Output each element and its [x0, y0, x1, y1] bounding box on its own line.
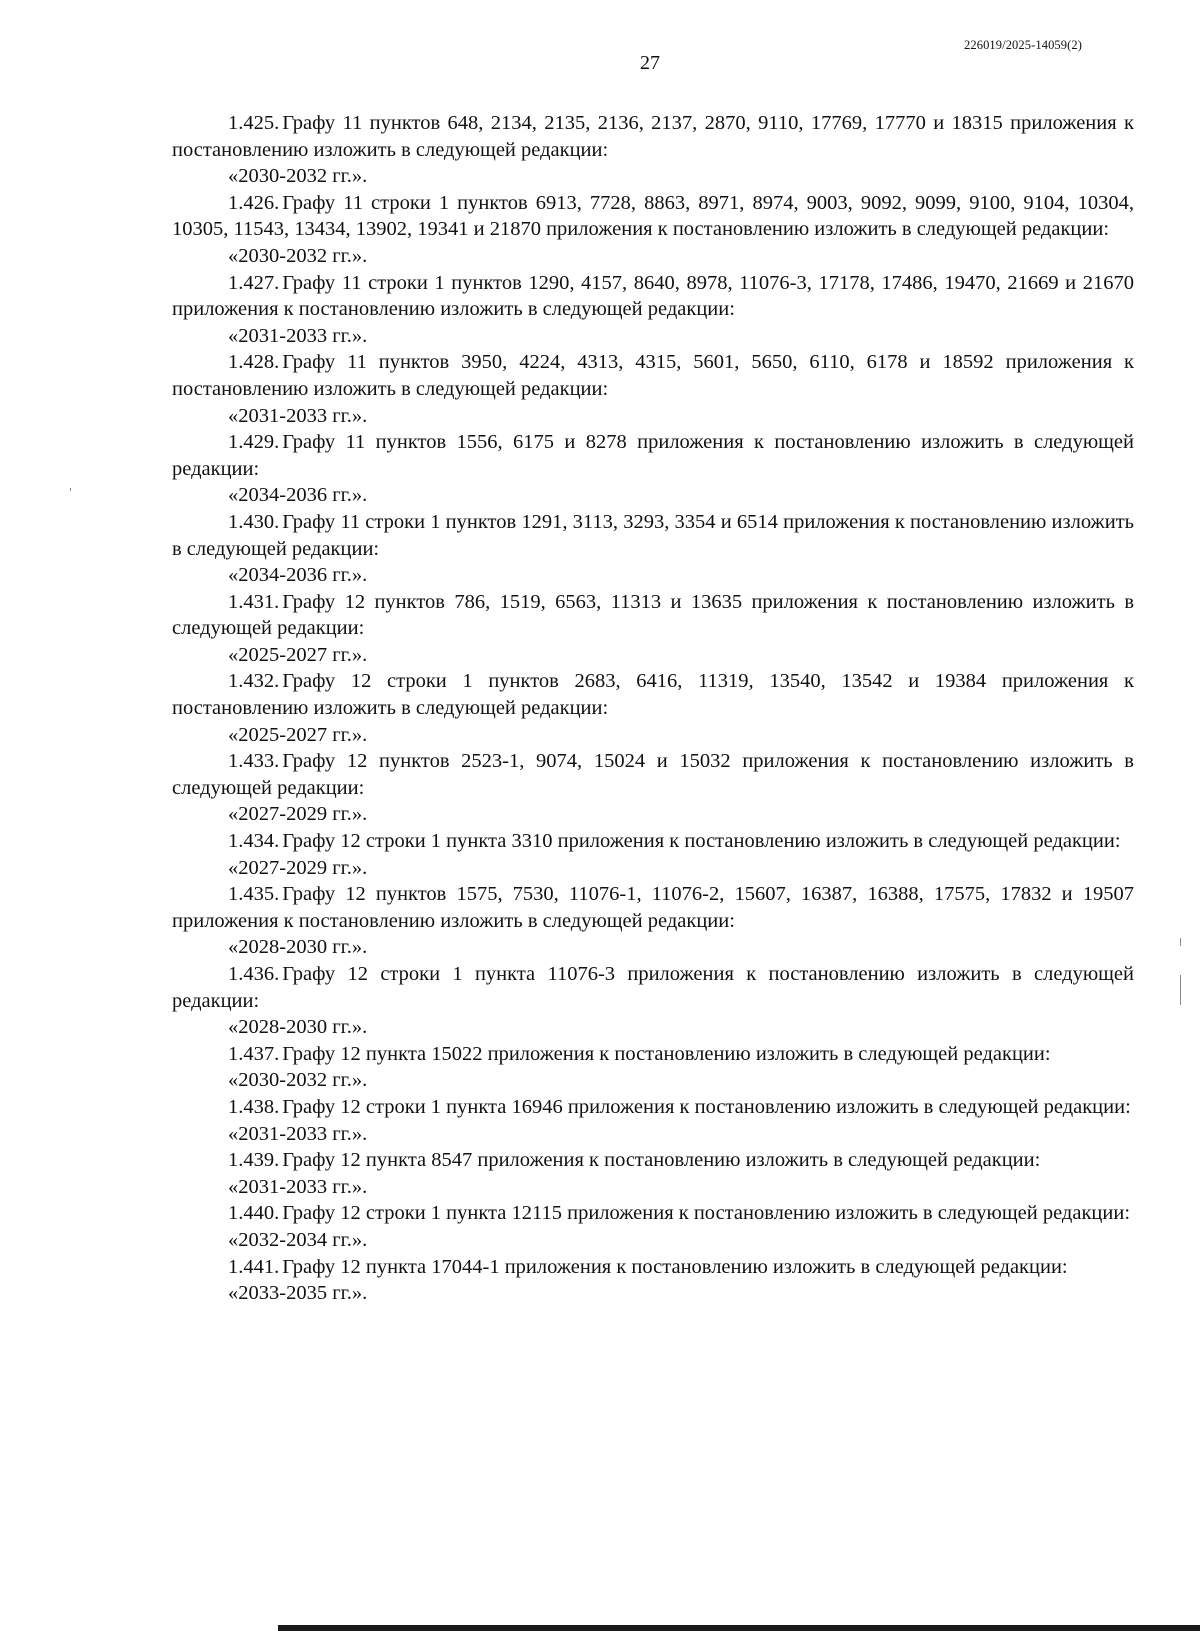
amendment-paragraph	[172, 1041, 1134, 1068]
amendment-text: Графу 12 пункта 8547 приложения к постановлению изложить в следующей редакции:	[282, 1149, 1041, 1172]
amendment-new-value: «2028-2030 гг.».	[228, 1016, 368, 1039]
amendment-number: 1.430.	[228, 510, 280, 533]
amendment-number: 1.436.	[228, 963, 280, 985]
amendment-paragraph	[172, 1094, 1134, 1121]
scan-edge-bar	[278, 1625, 1200, 1631]
amendment-text: Графу 12 пунктов 2523-1, 9074, 15024 и 15032 приложения к постановлению изложить в следующей редакции:	[172, 750, 1134, 799]
amendment-number: 1.441.	[228, 1255, 280, 1278]
amendment-text: Графу 12 строки 1 пункта 16946 приложения к постановлению изложить в следующей редакции:	[282, 1095, 1131, 1118]
amendment-paragraph	[172, 589, 1134, 642]
amendment-new-value: «2030-2032 гг.».	[228, 244, 368, 267]
amendment-text: Графу 12 строки 1 пункта 3310 приложения к постановлению изложить в следующей редакции:	[282, 830, 1121, 853]
amendment-text: Графу 11 строки 1 пунктов 1290, 4157, 8640, 8978, 11076-3, 17178, 17486, 19470, 21669 и 21670 приложения к постановлению изложить в следующей редакции:	[172, 271, 1134, 321]
page-number: 27	[640, 52, 660, 74]
amendment-new-value: «2031-2033 гг.».	[228, 1175, 368, 1198]
amendment-number: 1.428.	[228, 351, 280, 374]
amendment-text: Графу 12 строки 1 пунктов 2683, 6416, 11319, 13540, 13542 и 19384 приложения к постановлению изложить в следующей редакции:	[172, 670, 1134, 720]
amendment-number: 1.426.	[228, 191, 280, 214]
amendment-paragraph	[172, 349, 1134, 402]
amendment-new-value: «2030-2032 гг.».	[228, 1069, 368, 1092]
document-id: 226019/2025-14059(2)	[964, 38, 1082, 52]
amendment-text: Графу 11 строки 1 пунктов 6913, 7728, 8863, 8971, 8974, 9003, 9092, 9099, 9100, 9104, 10304, 10305, 11543, 13434, 13902, 19341 и 21870 приложения к постановлению изложить в следующей редакции:	[172, 191, 1134, 241]
amendment-new-value: «2033-2035 гг.».	[228, 1282, 368, 1305]
amendment-new-value: «2027-2029 гг.».	[228, 856, 368, 879]
amendment-paragraph	[172, 190, 1134, 243]
amendment-new-value: «2025-2027 гг.».	[228, 643, 368, 666]
amendment-text: Графу 11 пунктов 648, 2134, 2135, 2136, 2137, 2870, 9110, 17769, 17770 и 18315 приложения к постановлению изложить в следующей редакции:	[172, 112, 1134, 161]
amendment-new-value: «2028-2030 гг.».	[228, 936, 368, 959]
amendment-text: Графу 12 строки 1 пункта 11076-3 приложения к постановлению изложить в следующей редакции:	[172, 963, 1134, 1012]
amendment-text: Графу 11 строки 1 пунктов 1291, 3113, 3293, 3354 и 6514 приложения к постановлению изложить в следующей редакции:	[172, 510, 1134, 560]
amendment-paragraph	[172, 828, 1134, 855]
amendment-text: Графу 12 пункта 17044-1 приложения к постановлению изложить в следующей редакции:	[282, 1255, 1068, 1278]
amendment-number: 1.435.	[228, 883, 280, 906]
amendment-number: 1.425.	[228, 112, 280, 134]
amendment-text: Графу 12 строки 1 пункта 12115 приложения к постановлению изложить в следующей редакции:	[282, 1202, 1131, 1225]
document-body	[172, 110, 1134, 1307]
scan-speck	[1180, 975, 1181, 1005]
amendment-paragraph	[172, 1254, 1134, 1281]
amendment-number: 1.432.	[228, 670, 280, 693]
amendment-number: 1.429.	[228, 431, 280, 454]
amendment-number: 1.433.	[228, 750, 280, 773]
amendment-number: 1.434.	[228, 830, 280, 853]
amendment-paragraph	[172, 270, 1134, 323]
amendment-paragraph	[172, 961, 1134, 1014]
amendment-number: 1.427.	[228, 271, 280, 294]
amendment-new-value: «2031-2033 гг.».	[228, 404, 368, 427]
amendment-new-value: «2025-2027 гг.».	[228, 723, 368, 746]
amendment-paragraph	[172, 668, 1134, 721]
amendment-new-value: «2031-2033 гг.».	[228, 1122, 368, 1145]
amendment-paragraph	[172, 748, 1134, 801]
amendment-paragraph	[172, 110, 1134, 163]
amendment-paragraph	[172, 509, 1134, 562]
amendment-text: Графу 12 пунктов 786, 1519, 6563, 11313 и 13635 приложения к постановлению изложить в следующей редакции:	[172, 590, 1134, 640]
amendment-number: 1.440.	[228, 1202, 280, 1225]
amendment-new-value: «2034-2036 гг.».	[228, 484, 368, 507]
amendment-new-value: «2032-2034 гг.».	[228, 1228, 368, 1251]
amendment-paragraph	[172, 881, 1134, 934]
amendment-new-value: «2027-2029 гг.».	[228, 803, 368, 826]
amendment-paragraph	[172, 1200, 1134, 1227]
scan-speck	[1180, 938, 1181, 946]
amendment-number: 1.431.	[228, 590, 280, 613]
scan-speck	[70, 488, 71, 491]
amendment-text: Графу 11 пунктов 1556, 6175 и 8278 приложения к постановлению изложить в следующей редакции:	[172, 431, 1134, 480]
amendment-new-value: «2031-2033 гг.».	[228, 324, 368, 347]
amendment-number: 1.438.	[228, 1095, 280, 1118]
amendment-text: Графу 11 пунктов 3950, 4224, 4313, 4315, 5601, 5650, 6110, 6178 и 18592 приложения к постановлению изложить в следующей редакции:	[172, 351, 1134, 400]
amendment-new-value: «2034-2036 гг.».	[228, 564, 368, 587]
amendment-number: 1.439.	[228, 1149, 280, 1172]
amendment-paragraph	[172, 1147, 1134, 1174]
amendment-paragraph	[172, 429, 1134, 482]
amendment-number: 1.437.	[228, 1042, 280, 1065]
amendment-new-value: «2030-2032 гг.».	[228, 165, 368, 188]
amendment-text: Графу 12 пункта 15022 приложения к постановлению изложить в следующей редакции:	[282, 1042, 1051, 1065]
amendment-text: Графу 12 пунктов 1575, 7530, 11076-1, 11076-2, 15607, 16387, 16388, 17575, 17832 и 19507 приложения к постановлению изложить в следующей редакции:	[172, 883, 1134, 932]
